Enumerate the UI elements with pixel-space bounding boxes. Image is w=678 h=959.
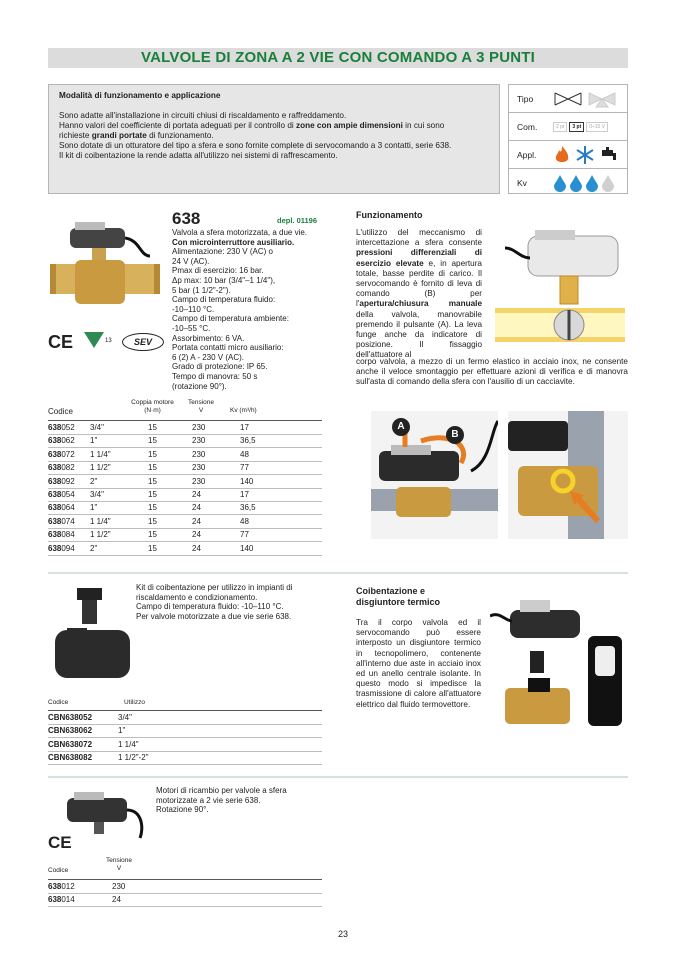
intro-line: Sono dotate di un otturatore del tipo a sfera e sono fornite complete di servocomando a 3 contatti, serie 638. [59, 141, 452, 150]
thermal-breaker-assembly-photo [490, 596, 628, 736]
motori-spec-line: Rotazione 90°. [156, 805, 209, 815]
cell-size: 1" [90, 503, 98, 513]
product-spec-line: Assorbimento: 6 VA. [172, 333, 245, 343]
thermal-breaker-photo [72, 586, 107, 626]
ce-mark-2: CE [48, 833, 72, 852]
kit-description [136, 583, 316, 621]
table-row [48, 751, 322, 765]
cell-voltage: 24 [192, 516, 201, 526]
product-spec-line: Campo di temperatura fluido: [172, 295, 276, 305]
cell-voltage: 24 [112, 895, 121, 905]
cell-size: 3/4" [90, 490, 104, 499]
drop-icon [553, 174, 567, 192]
com-option: 0÷10 V [586, 122, 608, 132]
col-header-coppia: Coppia motore (N·m) [131, 399, 174, 414]
cell-voltage: 24 [192, 490, 201, 499]
cell-voltage: 24 [192, 543, 201, 553]
cell-kv: 48 [240, 449, 249, 459]
cell-torque: 15 [148, 530, 157, 540]
cell-size: 1 1/2" [90, 463, 111, 473]
product-spec-line: Δp max: 10 bar (3/4"–1 1/4"), [172, 275, 276, 285]
cert-number: 13 [105, 338, 112, 344]
col-header-kv: Kv (m³/h) [230, 407, 257, 414]
title-bar [48, 48, 628, 68]
screwdriver-photo [508, 411, 628, 539]
drop-icon [585, 174, 599, 192]
table-row [48, 893, 322, 907]
sev-mark: SEV [122, 333, 164, 351]
product-spec-line: -10–110 °C. [172, 304, 215, 314]
product-spec-line: Grado di protezione: IP 65. [172, 362, 268, 372]
cell-torque: 15 [148, 516, 157, 526]
intro-line: Il kit di coibentazione la rende adatta all'utilizzo nei sistemi di raffrescamento. [59, 151, 338, 160]
three-way-valve-icon [587, 90, 617, 108]
cell-voltage: 24 [192, 503, 201, 513]
valve-photo [40, 216, 165, 311]
drop-icon [601, 174, 615, 192]
product-spec-line: Con microinterruttore ausiliario. [172, 237, 295, 247]
intro-heading: Modalità di funzionamento e applicazione [59, 91, 221, 100]
table-row [48, 461, 322, 475]
table-row [48, 488, 322, 502]
cell-code: 638072 [48, 449, 75, 459]
table-row [48, 724, 322, 738]
coib-text: Tra il corpo valvola ed il servocomando può essere interposto un disgiuntore termico in tecnopolimero, contenente all'interno due aste in acciaio inox ed un anello centrale isolante. In questo modo si impedisce la trasmissione di calore all'attuatore elettrico dal fluido termovettore. [356, 618, 481, 709]
cell-size: 1" [90, 436, 98, 446]
cell-voltage: 230 [192, 423, 206, 432]
product-spec-line: Valvola a sfera motorizzata, a due vie. [172, 228, 308, 237]
product-description [172, 228, 332, 391]
cell-size: 2" [90, 476, 98, 486]
table-row [48, 711, 322, 725]
page-number: 23 [338, 929, 349, 939]
mot-header-tensione: Tensione V [105, 857, 133, 872]
kit-table [48, 710, 322, 767]
vde-mark-icon [80, 328, 108, 350]
intro-line: Hanno valori del coefficiente di portata adeguati per il controllo di zone con ampie dimensioni in cui sono [59, 121, 445, 130]
cell-code: 638062 [48, 436, 75, 446]
cell-code: 638012 [48, 882, 75, 891]
cell-kv: 77 [240, 463, 249, 473]
snowflake-icon [575, 145, 595, 165]
cell-kv: 140 [240, 476, 254, 486]
cell-kv: 36,5 [240, 436, 256, 446]
cell-code: CBN638072 [48, 739, 93, 749]
product-spec-line: -10–55 °C. [172, 323, 211, 333]
table-row [48, 738, 322, 752]
com-option-selected: 3 pt [569, 122, 584, 132]
cell-kv: 140 [240, 543, 254, 553]
table-row [48, 528, 322, 542]
spec-appl-label: Appl. [517, 149, 537, 160]
cell-code: 638094 [48, 543, 75, 553]
motori-description [156, 786, 336, 815]
cell-voltage: 230 [192, 449, 206, 459]
cell-size: 3/4" [90, 423, 104, 432]
cell-torque: 15 [148, 543, 157, 553]
intro-box [48, 84, 500, 194]
cell-size: 1 1/4" [90, 516, 111, 526]
cell-use: 1" [118, 726, 126, 736]
kit-spec-line: Kit di coibentazione per utilizzo in impianti di [136, 583, 293, 592]
cell-code: CBN638062 [48, 726, 93, 736]
cell-torque: 15 [148, 449, 157, 459]
product-spec-line: Pmax di esercizio: 16 bar. [172, 266, 264, 276]
cell-code: 638092 [48, 476, 75, 486]
spare-motor-photo [62, 790, 152, 840]
intro-line: Sono adatte all'installazione in circuiti chiusi di riscaldamento e raffreddamento. [59, 111, 347, 120]
cell-size: 2" [90, 543, 98, 553]
kit-spec-line: Campo di temperatura fluido: -10–110 °C. [136, 602, 284, 612]
kit-spec-line: riscaldamento e condizionamento. [136, 592, 258, 602]
table-row [48, 542, 322, 556]
product-spec-line: Portata contatti micro ausiliario: [172, 343, 284, 353]
cell-torque: 15 [148, 423, 157, 432]
valve-section-diagram [490, 228, 628, 356]
mot-header-codice: Codice [48, 867, 69, 874]
funzionamento-heading: Funzionamento [356, 210, 423, 220]
table-row [48, 475, 322, 489]
cell-kv: 48 [240, 516, 249, 526]
com-option: 2 pt [553, 122, 567, 132]
cell-voltage: 230 [192, 436, 206, 446]
insulation-kit-photo [55, 628, 130, 680]
spec-kv-label: Kv [517, 177, 527, 188]
product-spec-line: Alimentazione: 230 V (AC) o [172, 247, 273, 257]
motori-spec-line: motorizzate a 2 vie serie 638. [156, 795, 261, 805]
spec-box [508, 84, 628, 194]
coib-heading: Coibentazione e disgiuntore termico [356, 586, 441, 607]
depl-ref: depl. 01196 [277, 216, 318, 225]
label-a: A [392, 418, 410, 436]
kit-header-codice: Codice [48, 699, 69, 706]
ce-mark: CE [48, 332, 74, 352]
page-title: VALVOLE DI ZONA A 2 VIE CON COMANDO A 3 PUNTI [140, 49, 536, 66]
table-row [48, 448, 322, 462]
cell-torque: 15 [148, 463, 157, 473]
product-spec-line: 5 bar (1 1/2"-2"). [172, 285, 231, 295]
cell-torque: 15 [148, 436, 157, 446]
cell-use: 1 1/2"-2" [118, 753, 149, 763]
cell-size: 1 1/2" [90, 530, 111, 540]
cell-size: 1 1/4" [90, 449, 111, 459]
cell-code: 638054 [48, 490, 75, 499]
funzionamento-text-2: corpo valvola, a mezzo di un fermo elastico in acciaio inox, ne consente anche il veloce smontaggio per effettuare azioni di verifica e di manovra sull'asta di comando della sfera con l'ausilio di un cacciavite. [356, 357, 628, 387]
flame-icon [553, 145, 571, 165]
spec-com-label: Com. [517, 121, 538, 132]
cell-kv: 17 [240, 490, 249, 499]
cell-torque: 15 [148, 503, 157, 513]
cell-code: CBN638052 [48, 713, 93, 722]
kit-header-utilizzo: Utilizzo [124, 699, 145, 706]
table-row [48, 434, 322, 448]
manual-operation-photo [371, 411, 498, 539]
table-row [48, 515, 322, 529]
cell-kv: 36,5 [240, 503, 256, 513]
product-spec-line: 6 (2) A - 230 V (AC). [172, 352, 245, 362]
spec-tipo-label: Tipo [517, 93, 534, 104]
cell-voltage: 230 [192, 463, 206, 473]
cell-kv: 77 [240, 530, 249, 540]
kit-spec-line: Per valvole motorizzate a due vie serie 638. [136, 611, 292, 621]
cell-code: 638014 [48, 895, 75, 905]
cell-voltage: 24 [192, 530, 201, 540]
section-divider [48, 776, 628, 778]
motori-table [48, 879, 322, 908]
product-spec-line: Tempo di manovra: 50 s [172, 371, 258, 381]
two-way-valve-icon [553, 91, 583, 107]
intro-line: richieste grandi portate di funzionamento. [59, 131, 214, 140]
cell-voltage: 230 [192, 476, 206, 486]
cell-code: 638074 [48, 516, 75, 526]
label-b: B [446, 426, 464, 444]
drop-icon [569, 174, 583, 192]
cell-use: 3/4" [118, 713, 132, 722]
product-spec-line: Campo di temperatura ambiente: [172, 314, 289, 324]
cell-code: 638052 [48, 423, 75, 432]
cell-code: 638064 [48, 503, 75, 513]
valve-table [48, 420, 322, 556]
cell-code: CBN638082 [48, 753, 93, 763]
cell-use: 1 1/4" [118, 739, 139, 749]
cell-code: 638082 [48, 463, 75, 473]
motori-spec-line: Motori di ricambio per valvole a sfera [156, 786, 287, 795]
col-header-codice: Codice [48, 407, 73, 416]
cell-voltage: 230 [112, 882, 126, 891]
tap-icon [599, 146, 619, 164]
funzionamento-text: L'utilizzo del meccanismo di intercettazione a sfera consente pressioni differenziali di esercizio elevate e, in apertura totale, basse perdite di carico. Il servocomando è fornito di leva di comando (B) per l'apertura/chiusura manuale della valvola, manovrabile premendo il pulsante (A). La leva funge anche da indicatore di posizione. Il fissaggio dell'attuatore al [356, 228, 482, 360]
cell-code: 638084 [48, 530, 75, 540]
cell-torque: 15 [148, 476, 157, 486]
col-header-tensione: Tensione V [187, 399, 215, 414]
product-spec-line: 24 V (AC). [172, 256, 210, 266]
cell-torque: 15 [148, 490, 157, 499]
table-row [48, 501, 322, 515]
table-row [48, 880, 322, 894]
product-code: 638 [172, 209, 201, 228]
section-divider [48, 572, 628, 574]
table-row [48, 421, 322, 435]
product-spec-line: (rotazione 90°). [172, 381, 227, 391]
cell-kv: 17 [240, 423, 249, 432]
